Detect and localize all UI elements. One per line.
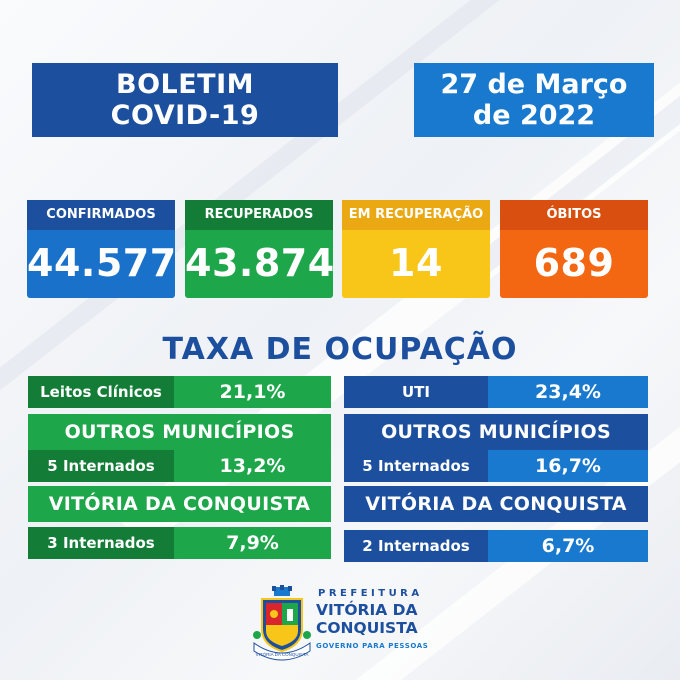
coat-of-arms-icon [252, 585, 312, 665]
clinical-other-row [28, 450, 331, 482]
logo-city-line1: VITÓRIA DA [316, 601, 418, 619]
stat-label: EM RECUPERAÇÃO [342, 200, 490, 230]
clinical-city-row [28, 527, 331, 559]
bulletin-title-line2: COVID-19 [110, 100, 260, 131]
logo-prefeitura: PREFEITURA [318, 588, 423, 599]
clinical-city-header: VITÓRIA DA CONQUISTA [28, 486, 331, 522]
icu-city-label: 2 Internados [344, 530, 488, 562]
bulletin-title-box [32, 63, 338, 137]
logo-city-line2: CONQUISTA [316, 619, 418, 637]
icu-city-row [344, 530, 648, 562]
icu-other-value: 16,7% [488, 450, 648, 482]
icu-other-header: OUTROS MUNICÍPIOS [344, 414, 648, 450]
icu-city-header: VITÓRIA DA CONQUISTA [344, 486, 648, 522]
icu-value: 23,4% [488, 376, 648, 408]
icu-city-value: 6,7% [488, 530, 648, 562]
clinical-beds-label: Leitos Clínicos [28, 376, 174, 408]
clinical-city-value: 7,9% [174, 527, 331, 559]
clinical-beds-row [28, 376, 331, 408]
stat-card-confirmed [27, 200, 175, 298]
clinical-other-value: 13,2% [174, 450, 331, 482]
svg-text:VITÓRIA DA CONQUISTA: VITÓRIA DA CONQUISTA [255, 652, 309, 657]
clinical-city-label: 3 Internados [28, 527, 174, 559]
stat-card-deaths [500, 200, 648, 298]
stat-card-recovering [342, 200, 490, 298]
stat-label: RECUPERADOS [185, 200, 333, 230]
city-hall-logo [252, 585, 432, 665]
clinical-other-header: OUTROS MUNICÍPIOS [28, 414, 331, 450]
bulletin-date-line2: de 2022 [472, 100, 596, 131]
bulletin-date-box [414, 63, 654, 137]
logo-tagline: GOVERNO PARA PESSOAS [316, 642, 429, 650]
clinical-other-label: 5 Internados [28, 450, 174, 482]
clinical-beds-value: 21,1% [174, 376, 331, 408]
icu-label: UTI [344, 376, 488, 408]
stat-value: 14 [389, 241, 443, 285]
stat-value: 44.577 [27, 241, 177, 285]
stat-value: 43.874 [185, 241, 335, 285]
stat-card-recovered [185, 200, 333, 298]
icu-other-label: 5 Internados [344, 450, 488, 482]
icu-row [344, 376, 648, 408]
stat-label: CONFIRMADOS [27, 200, 175, 230]
bulletin-title-line1: BOLETIM [115, 69, 254, 100]
stat-value: 689 [533, 241, 615, 285]
bulletin-date-line1: 27 de Março [440, 69, 628, 100]
stat-label: ÓBITOS [500, 200, 648, 230]
occupancy-title: TAXA DE OCUPAÇÃO [162, 332, 518, 367]
icu-other-row [344, 450, 648, 482]
